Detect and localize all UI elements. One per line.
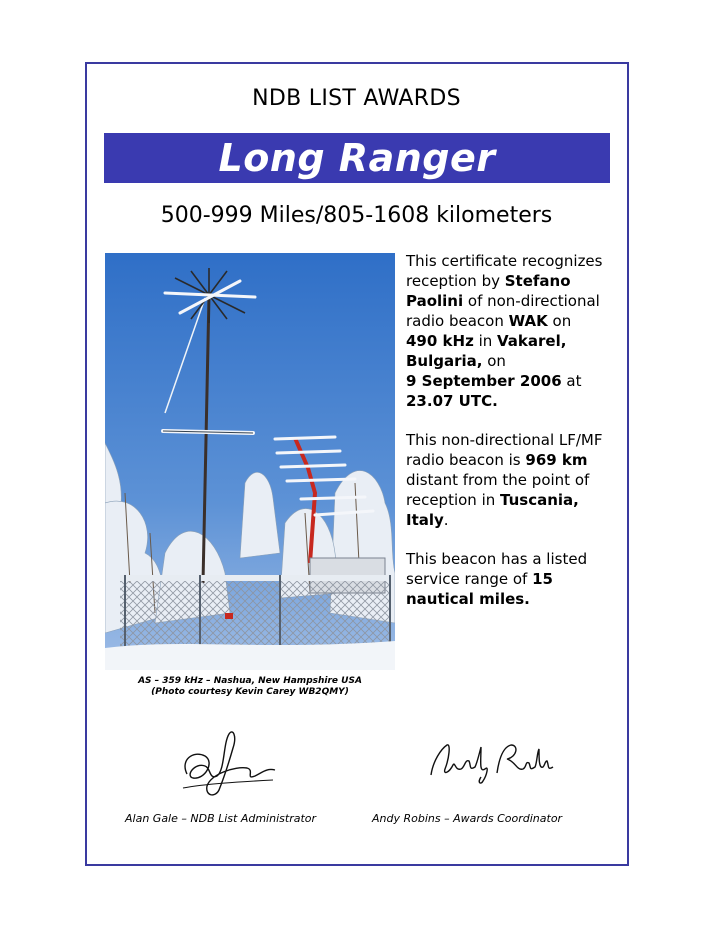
recipient-name: Stefano Paolini — [406, 272, 571, 310]
reception-point: Tuscania, Italy — [406, 491, 579, 529]
alan-gale-title: Alan Gale – NDB List Administrator — [125, 812, 317, 825]
photo-caption-line2: (Photo courtesy Kevin Carey WB2QMY) — [151, 687, 349, 697]
beacon-location: Vakarel, Bulgaria, — [406, 332, 567, 370]
award-title-banner: Long Ranger — [104, 133, 610, 183]
photo-caption — [105, 676, 395, 698]
reception-date: 9 September 2006 — [406, 372, 562, 390]
beacon-distance: 969 km — [525, 451, 588, 469]
andy-robins-signature — [425, 735, 560, 790]
award-distance-range: 500-999 Miles/805-1608 kilometers — [160, 203, 553, 228]
beacon-frequency: 490 kHz — [406, 332, 474, 350]
andy-robins-title: Andy Robins – Awards Coordinator — [372, 812, 563, 825]
alan-gale-signature — [175, 722, 285, 802]
reception-time: 23.07 UTC. — [406, 392, 498, 410]
certificate-text — [406, 251, 618, 628]
service-range: 15 nautical miles. — [406, 570, 553, 608]
beacon-photo — [105, 253, 395, 670]
photo-caption-line1: AS – 359 kHz – Nashua, New Hampshire USA — [138, 676, 362, 686]
awards-header: NDB LIST AWARDS — [252, 86, 461, 111]
beacon-ident: WAK — [508, 312, 548, 330]
reception-paragraph: This certificate recognizes reception by Stefano Paolini of non-directional radio beacon WAK on 490 kHz in Vakarel, Bulgaria, on 9 September 2006 at 23.07 UTC. — [406, 252, 603, 410]
service-range-paragraph: This beacon has a listed service range of 15 nautical miles. — [406, 550, 588, 608]
distance-paragraph: This non-directional LF/MF radio beacon is 969 km distant from the point of reception in Tuscania, Italy. — [406, 431, 603, 529]
